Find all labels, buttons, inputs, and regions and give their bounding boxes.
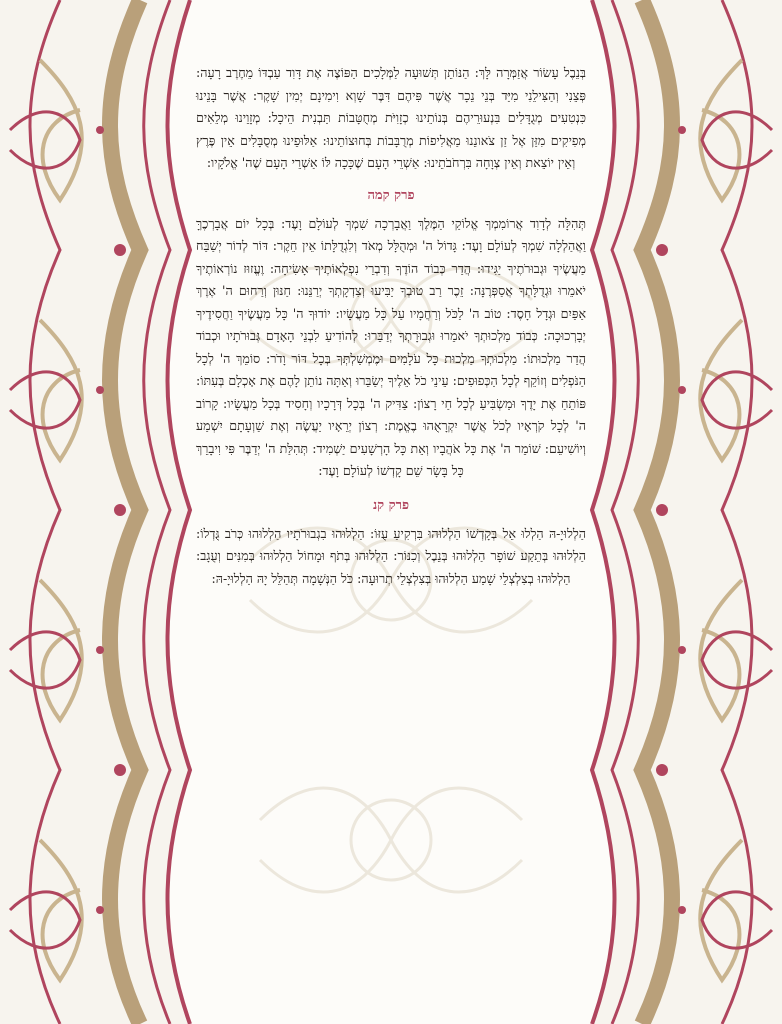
psalm-150-text: הַלְלוּיָ-הּ הַלְלוּ אֵל בְּקָדְשׁוֹ הַלְלוּהוּ בִּרְקִיעַ עֻזּוֹ: הַלְלוּהוּ בִגְבוּרֹתָיו הַלְלוּהוּ כְּרֹב גֻּדְלוֹ: הַלְלוּהוּ בְּתֵקַע שׁוֹפָר הַלְלוּהוּ בְּנֵבֶל וְכִנּוֹר: הַלְלוּהוּ בְּתֹף וּמָחוֹל הַלְלוּהוּ בְּמִנִּים וְעֻגָב: הַלְלוּהוּ בְצִלְצְלֵי שָׁמַע הַלְלוּהוּ בְּצִלְצְלֵי תְרוּעָה: כֹּל הַנְּשָׁמָה תְּהַלֵּל יָהּ הַלְלוּיָ-הּ: [196,525,586,586]
psalm-145-text: תְּהִלָּה לְדָוִד אֲרוֹמִמְךָ אֱלוֹקַי הַמֶּלֶךְ וַאֲבָרְכָה שִׁמְךָ לְעוֹלָם וָעֶד: בְּכָל יוֹם אֲבָרְכֶךָּ וַאֲהַלְלָה שִׁמְךָ לְעוֹלָם וָעֶד: גָּדוֹל ה' וּמְהֻלָּל מְאֹד וְלִגְדֻלָּתוֹ אֵין חֵקֶר: דּוֹר לְדוֹר יְשַׁבַּח מַעֲשֶׂיךָ וּגְבוּרֹתֶיךָ יַגִּידוּ: הֲדַר כְּבוֹד הוֹדֶךָ וְדִבְרֵי נִפְלְאוֹתֶיךָ אָשִׂיחָה: וֶעֱזוּז נוֹרְאוֹתֶיךָ יֹאמֵרוּ וּגְדֻלָּתְךָ אֲסַפְּרֶנָּה: זֵכֶר רַב טוּבְךָ יַבִּיעוּ וְצִדְקָתְךָ יְרַנֵּנוּ: חַנּוּן וְרַחוּם ה' אֶרֶךְ אַפַּיִם וּגְדָל חָסֶד: טוֹב ה' לַכֹּל וְרַחֲמָיו עַל כָּל מַעֲשָׂיו: יוֹדוּךָ ה' כָּל מַעֲשֶׂיךָ וַחֲסִידֶיךָ יְבָרְכוּכָה: כְּבוֹד מַלְכוּתְךָ יֹאמֵרוּ וּגְבוּרָתְךָ יְדַבֵּרוּ: לְהוֹדִיעַ לִבְנֵי הָאָדָם גְּבוּרֹתָיו וּכְבוֹד הֲדַר מַלְכוּתוֹ: מַלְכוּתְךָ מַלְכוּת כָּל עֹלָמִים וּמֶמְשַׁלְתְּךָ בְּכָל דּוֹר וָדֹר: סוֹמֵךְ ה' לְכָל הַנֹּפְלִים וְזוֹקֵף לְכָל הַכְּפוּפִים: עֵינֵי כֹל אֵלֶיךָ יְשַׂבֵּרוּ וְאַתָּה נוֹתֵן לָהֶם אֶת אָכְלָם בְּעִתּוֹ: פּוֹתֵחַ אֶת יָדֶךָ וּמַשְׂבִּיעַ לְכָל חַי רָצוֹן: צַדִּיק ה' בְּכָל דְּרָכָיו וְחָסִיד בְּכָל מַעֲשָׂיו: קָרוֹב ה' לְכָל קֹרְאָיו לְכֹל אֲשֶׁר יִקְרָאֻהוּ בֶאֱמֶת: רְצוֹן יְרֵאָיו יַעֲשֶׂה וְאֶת שַׁוְעָתָם יִשְׁמַע וְיוֹשִׁיעֵם: שׁוֹמֵר ה' אֶת כָּל אֹהֲבָיו וְאֵת כָּל הָרְשָׁעִים יַשְׁמִיד: תְּהִלַּת ה' יְדַבֶּר פִּי וִיבָרֵךְ כָּל בָּשָׂר שֵׁם קָדְשׁוֹ לְעוֹלָם וָעֶד: [196,215,586,478]
prayer-text-area [196,62,586,590]
chapter-heading-145: פרק קמה [367,187,415,203]
psalm-144-ending-text: בְּנֵבֶל עָשׂוֹר אֲזַמְּרָה לָּךְ: הַנּוֹתֵן תְּשׁוּעָה לַמְּלָכִים הַפּוֹצֶה אֶת דָּוִד עַבְדּוֹ מֵחֶרֶב רָעָה: פְּצֵנִי וְהַצִּילֵנִי מִיַּד בְּנֵי נֵכָר אֲשֶׁר פִּיהֶם דִּבֶּר שָׁוְא וִימִינָם יְמִין שָׁקֶר: אֲשֶׁר בָּנֵינוּ כִּנְטִעִים מְגֻדָּלִים בִּנְעוּרֵיהֶם בְּנוֹתֵינוּ כְזָוִיֹּת מְחֻטָּבוֹת תַּבְנִית הֵיכָל: מְזָוֵינוּ מְלֵאִים מְפִיקִים מִזַּן אֶל זַן צֹאונֵנוּ מַאֲלִיפוֹת מְרֻבָּבוֹת בְּחוּצוֹתֵינוּ: אַלּוּפֵינוּ מְסֻבָּלִים אֵין פֶּרֶץ וְאֵין יוֹצֵאת וְאֵין צְוָחָה בִּרְחֹבֹתֵינוּ: אַשְׁרֵי הָעָם שֶׁכָּכָה לּוֹ אַשְׁרֵי הָעָם שֶׁה' אֱלֹקָיו: [196,65,586,170]
ornamental-border-left-icon [10,0,190,1024]
ornamental-border-right-icon [592,0,772,1024]
chapter-heading-150: פרק קנ [372,497,410,513]
